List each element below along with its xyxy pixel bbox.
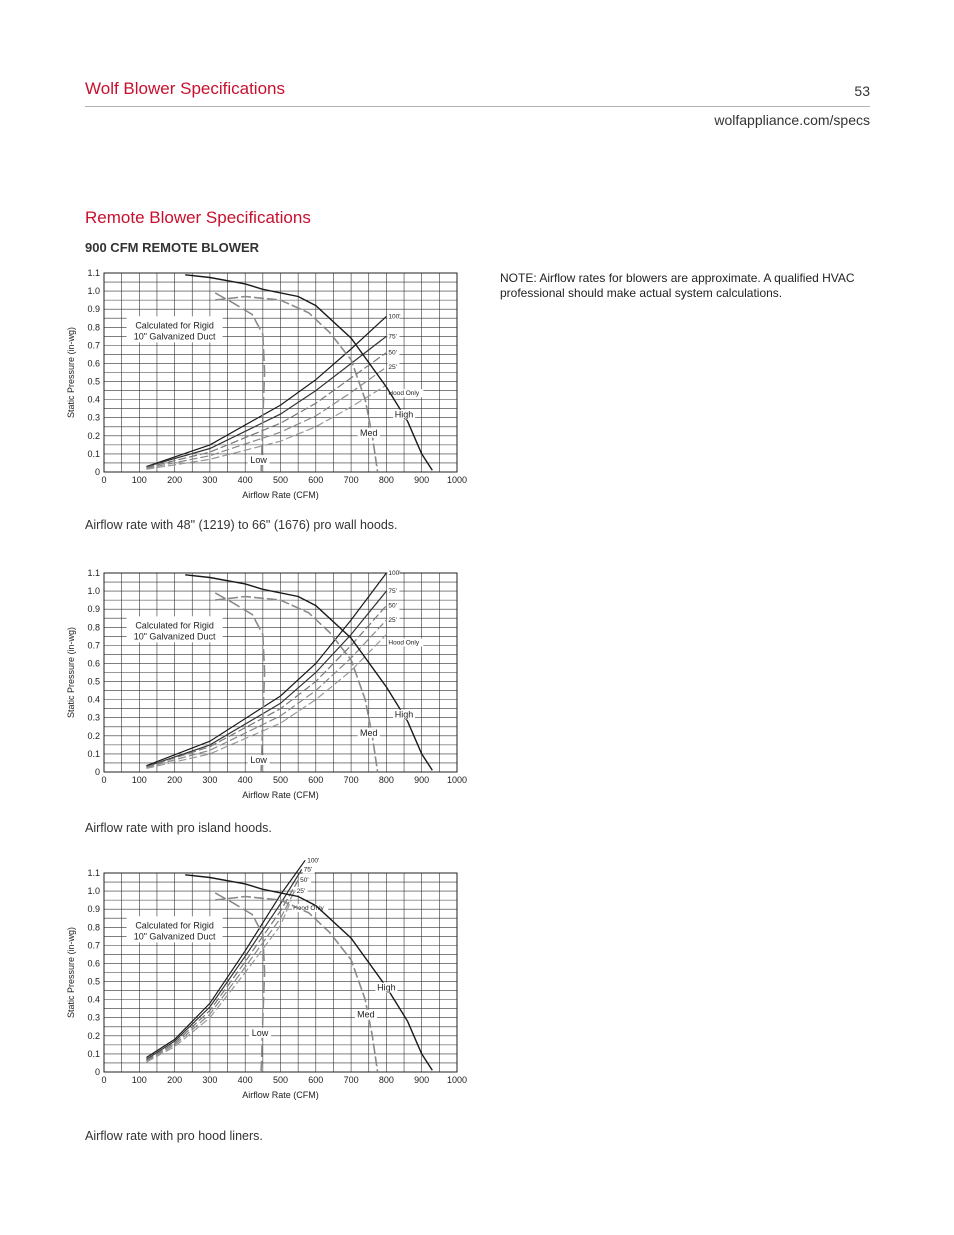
x-tick-label: 1000 — [446, 475, 468, 485]
x-tick-label: 400 — [237, 775, 253, 785]
y-axis-label: Static Pressure (in-wg) — [66, 926, 76, 1019]
annotation-text: 10" Galvanized Duct — [133, 931, 216, 942]
x-tick-label: 800 — [378, 775, 394, 785]
x-axis-label: Airflow Rate (CFM) — [242, 790, 319, 800]
fan-curve-label-low: Low — [250, 454, 267, 465]
system-curve-label-100: 100' — [388, 570, 401, 577]
chart-wall-hoods — [60, 262, 480, 512]
system-curve-label-100: 100' — [388, 313, 401, 321]
system-curve-label-25: 25' — [296, 888, 306, 896]
airflow-note: NOTE: Airflow rates for blowers are approximate. A qualified HVAC professional should make actual system calculations. — [500, 271, 855, 300]
y-tick-label: 0.3 — [87, 1012, 100, 1023]
y-axis-label: Static Pressure (in-wg) — [66, 326, 76, 419]
y-tick-label: 1.0 — [87, 286, 100, 297]
system-curve-50 — [146, 353, 386, 468]
x-tick-label: 1000 — [446, 775, 468, 785]
x-tick-label: 600 — [308, 1075, 324, 1085]
y-tick-label: 0.7 — [87, 940, 100, 951]
system-curve-50 — [146, 880, 298, 1060]
duct-annotation — [127, 916, 223, 942]
x-tick-label: 300 — [202, 1075, 218, 1085]
annotation-text: Calculated for Rigid — [135, 320, 214, 331]
y-tick-label: 0.1 — [87, 748, 100, 759]
y-tick-label: 1.1 — [87, 568, 100, 578]
grid — [104, 273, 457, 472]
x-tick-label: 600 — [308, 775, 324, 785]
fan-curve-med — [215, 897, 377, 1073]
x-tick-label: 500 — [272, 1075, 289, 1085]
system-curve-label-100: 100' — [307, 857, 320, 865]
fan-curve-label-high: High — [377, 982, 396, 993]
x-tick-label: 300 — [202, 775, 218, 785]
y-tick-label: 0.8 — [87, 322, 100, 333]
y-tick-label: 0.4 — [87, 694, 100, 705]
y-tick-label: 0.2 — [87, 730, 100, 741]
y-tick-label: 0.2 — [87, 1030, 100, 1041]
x-tick-label: 0 — [101, 775, 107, 785]
x-tick-label: 100 — [131, 775, 147, 785]
y-tick-label: 0.6 — [87, 958, 100, 969]
section-title: Remote Blower Specifications — [85, 208, 311, 227]
y-tick-label: 0.8 — [87, 922, 100, 933]
header-divider — [85, 106, 870, 107]
page-number: 53 — [854, 83, 870, 99]
caption-island-hoods: Airflow rate with pro island hoods. — [85, 821, 272, 835]
chart-island-hoods — [60, 562, 480, 822]
fan-curve-label-med: Med — [359, 727, 378, 738]
annotation-text: Calculated for Rigid — [135, 920, 214, 931]
annotation-text: 10" Galvanized Duct — [133, 631, 216, 642]
x-tick-label: 200 — [167, 1075, 183, 1085]
chart-hood-liners — [60, 857, 480, 1122]
fan-curve-label-high: High — [394, 709, 414, 720]
x-tick-label: 500 — [272, 475, 289, 485]
fan-curve-label-med: Med — [357, 1009, 375, 1020]
y-tick-label: 0.1 — [87, 1048, 100, 1059]
y-tick-label: 0.5 — [87, 676, 100, 687]
y-tick-label: 1.1 — [87, 268, 100, 278]
fan-curve-label-low: Low — [251, 1027, 269, 1038]
system-curve-100 — [146, 860, 305, 1057]
x-tick-label: 800 — [378, 1075, 394, 1085]
annotation-text: Calculated for Rigid — [135, 620, 214, 631]
x-axis-label: Airflow Rate (CFM) — [242, 490, 319, 500]
y-tick-label: 0.6 — [87, 358, 100, 369]
y-tick-label: 0 — [94, 467, 100, 477]
chart-heading: 900 CFM REMOTE BLOWER — [85, 240, 260, 255]
y-tick-label: 0.6 — [87, 658, 100, 669]
duct-annotation — [127, 616, 223, 642]
y-tick-label: 0.8 — [87, 622, 100, 633]
y-tick-label: 0.3 — [87, 412, 100, 423]
x-tick-label: 700 — [343, 1075, 359, 1085]
y-tick-label: 1.0 — [87, 886, 100, 897]
y-tick-label: 0.5 — [87, 976, 100, 987]
y-tick-label: 0.7 — [87, 640, 100, 651]
y-axis-label: Static Pressure (in-wg) — [66, 626, 76, 719]
x-tick-label: 0 — [101, 475, 107, 485]
fan-curve-label-med: Med — [359, 427, 378, 438]
x-tick-label: 600 — [308, 475, 324, 485]
grid — [104, 573, 457, 772]
system-curve-label-50: 50' — [388, 349, 397, 357]
page-title: Wolf Blower Specifications — [85, 79, 285, 98]
x-tick-label: 800 — [378, 475, 394, 485]
x-tick-label: 400 — [237, 475, 253, 485]
system-curve-label-50: 50' — [388, 602, 397, 610]
system-curve-label-hood-only: Hood Only — [388, 639, 420, 647]
y-tick-label: 0.4 — [87, 994, 100, 1005]
system-curve-label-75: 75' — [388, 333, 397, 341]
x-tick-label: 900 — [414, 1075, 430, 1085]
x-tick-label: 1000 — [446, 1075, 468, 1085]
system-curve-label-75: 75' — [388, 588, 397, 596]
y-tick-label: 0 — [94, 767, 100, 777]
system-curve-label-50: 50' — [300, 877, 309, 885]
fan-curve-label-low: Low — [250, 754, 267, 765]
x-tick-label: 0 — [101, 1075, 107, 1085]
caption-hood-liners: Airflow rate with pro hood liners. — [85, 1129, 263, 1143]
y-tick-label: 0.9 — [87, 304, 100, 315]
x-tick-label: 100 — [131, 475, 147, 485]
system-curve-label-75: 75' — [303, 866, 313, 874]
x-tick-label: 100 — [131, 1075, 147, 1085]
system-curve-75 — [146, 336, 386, 466]
system-curve-label-hood-only: Hood Only — [293, 905, 324, 913]
y-tick-label: 1.0 — [87, 586, 100, 597]
system-curve-100 — [146, 573, 386, 766]
x-tick-label: 300 — [202, 475, 218, 485]
y-tick-label: 0.1 — [87, 448, 100, 459]
y-tick-label: 0.9 — [87, 904, 100, 915]
y-tick-label: 1.1 — [87, 868, 100, 878]
x-tick-label: 700 — [343, 475, 359, 485]
fan-curve-med — [215, 297, 377, 473]
y-tick-label: 0.5 — [87, 376, 100, 387]
fan-curve-med — [215, 597, 377, 773]
site-url: wolfappliance.com/specs — [714, 112, 870, 128]
y-tick-label: 0.2 — [87, 430, 100, 441]
x-tick-label: 900 — [414, 775, 430, 785]
caption-wall-hoods: Airflow rate with 48" (1219) to 66" (1676) pro wall hoods. — [85, 518, 398, 532]
system-curve-label-25: 25' — [388, 364, 397, 372]
annotation-text: 10" Galvanized Duct — [133, 331, 216, 342]
x-axis-label: Airflow Rate (CFM) — [242, 1090, 319, 1100]
x-tick-label: 400 — [237, 1075, 253, 1085]
duct-annotation — [127, 316, 223, 342]
x-tick-label: 200 — [167, 775, 183, 785]
fan-curve-label-high: High — [394, 409, 414, 420]
y-tick-label: 0 — [94, 1067, 100, 1077]
y-tick-label: 0.3 — [87, 712, 100, 723]
x-tick-label: 700 — [343, 775, 359, 785]
system-curve-label-hood-only: Hood Only — [388, 390, 420, 398]
y-tick-label: 0.7 — [87, 340, 100, 351]
x-tick-label: 200 — [167, 475, 183, 485]
y-tick-label: 0.4 — [87, 394, 100, 405]
y-tick-label: 0.9 — [87, 604, 100, 615]
system-curve-label-25: 25' — [388, 617, 397, 625]
x-tick-label: 900 — [414, 475, 430, 485]
x-tick-label: 500 — [272, 775, 289, 785]
